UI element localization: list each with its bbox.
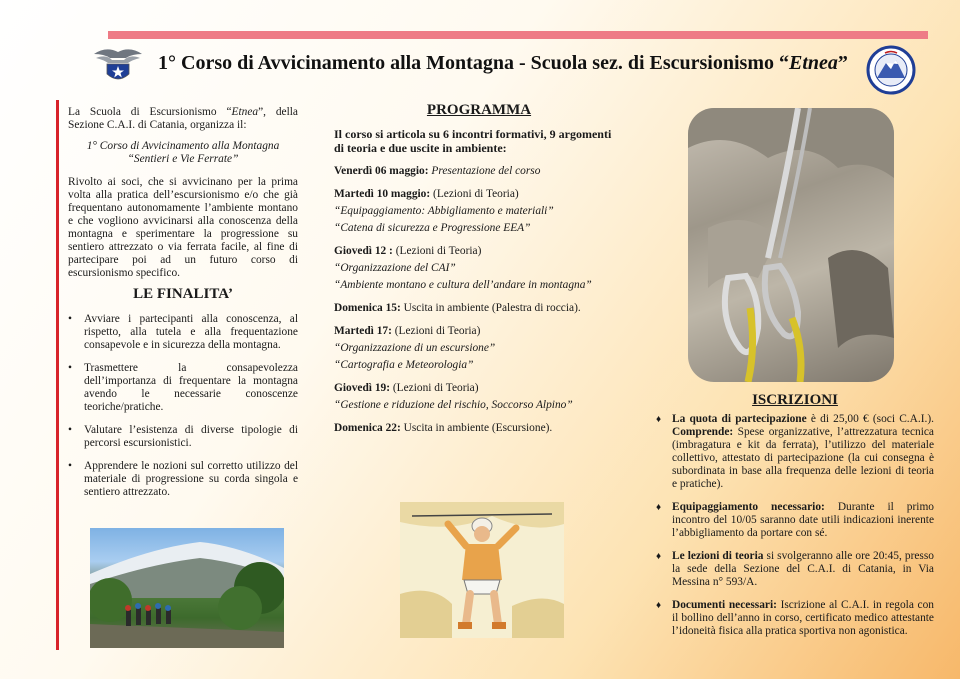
- list-item: Domenica 15: Uscita in ambiente (Palestra di roccia).: [334, 302, 581, 314]
- programma-column: [334, 104, 624, 445]
- etna-hikers-photo: [90, 528, 284, 648]
- list-item: • Avviare i partecipanti alla conoscenza, al rispetto, alla tutela e alla frequentazione consapevole e in sicurezza della montagna.: [68, 313, 298, 352]
- list-item: • Valutare l’esistenza di diverse tipologie di percorsi escursionistici.: [68, 424, 298, 450]
- intro-paragraph: La Scuola di Escursionismo “Etnea”, della Sezione C.A.I. di Catania, organizza il:: [68, 106, 298, 131]
- page-title: 1° Corso di Avvicinamento alla Montagna - Scuola sez. di Escursionismo “Etnea”: [158, 52, 848, 74]
- iscrizioni-column: [656, 394, 934, 648]
- programma-intro: Il corso si articola su 6 incontri formativi, 9 argomenti di teoria e due uscite in ambiente:: [334, 127, 612, 155]
- list-item: ♦ Le lezioni di teoria si svolgeranno alle ore 20:45, presso la sede della Sezione del C.A.I. di Catania, in Via Messina n° 593/A.: [656, 550, 934, 589]
- list-item: Domenica 22: Uscita in ambiente (Escursione).: [334, 422, 553, 434]
- climber-illustration: [392, 494, 572, 644]
- finalita-list: [68, 313, 298, 499]
- list-item: Giovedì 19: (Lezioni di Teoria) “Gestione e riduzione del rischio, Soccorso Alpino”: [334, 382, 573, 411]
- list-item: • Trasmettere la consapevolezza dell’importanza di frequentare la montagna avendo le necessarie conoscenze teoriche/pratiche.: [68, 362, 298, 414]
- cai-eagle-logo-icon: [92, 44, 144, 84]
- iscrizioni-heading: ISCRIZIONI: [752, 392, 838, 408]
- list-item: ♦ La quota di partecipazione è di 25,00 € (soci C.A.I.). Comprende: Spese organizzative, l’attrezzatura tecnica (imbragatura e kit da ferrata), l’utilizzo del materiale collettivo, attestato di partecipazione (la cui consegna è subordinata in base alla frequenza delle lezioni di teoria e pratiche).: [656, 413, 934, 491]
- list-item: Giovedì 12 : (Lezioni di Teoria) “Organizzazione del CAI” “Ambiente montano e cultura dell’andare in montagna”: [334, 245, 592, 291]
- list-item: Martedì 10 maggio: (Lezioni di Teoria) “Equipaggiamento: Abbigliamento e materiali” “Catena di sicurezza e Progressione EEA”: [334, 188, 554, 234]
- list-item: ♦ Documenti necessari: Iscrizione al C.A.I. in regola con il bollino dell’anno in corso, certificato medico attestante l’idoneità fisica alla pratica sportiva non agonistica.: [656, 599, 934, 638]
- intro-description: Rivolto ai soci, che si avvicinano per la prima volta alla pratica dell’escursionismo e/o che già frequentano autonomamente l’ambiente montano e che vogliono avvicinarsi alla conoscenza della montagna e sperimentare la progressione su sentiero attrezzato o via ferrata facile, al fine di partecipare poi ad un futuro corso di escursionismo specifico.: [68, 176, 298, 279]
- carabiner-photo: [688, 108, 894, 382]
- programma-heading: PROGRAMMA: [426, 102, 532, 118]
- course-title: 1° Corso di Avvicinamento alla Montagna “Sentieri e Vie Ferrate”: [86, 140, 280, 165]
- iscrizioni-list: [656, 413, 934, 638]
- scuola-etnea-badge-icon: [866, 45, 916, 95]
- intro-column: [68, 106, 298, 509]
- list-item: ♦ Equipaggiamento necessario: Durante il primo incontro del 10/05 saranno date utili indicazioni inerente l’abbigliamento da portare con sé.: [656, 501, 934, 540]
- top-accent-bar: [108, 31, 928, 39]
- side-accent-bar: [56, 100, 59, 650]
- finalita-heading: LE FINALITA’: [133, 286, 233, 302]
- list-item: Venerdì 06 maggio: Presentazione del corso: [334, 165, 541, 177]
- list-item: • Apprendere le nozioni sul corretto utilizzo del materiale di progressione su corda singola e sentiero attrezzato.: [68, 460, 298, 499]
- list-item: Martedì 17: (Lezioni di Teoria) “Organizzazione di un escursione” “Cartografia e Meteorologia”: [334, 325, 496, 371]
